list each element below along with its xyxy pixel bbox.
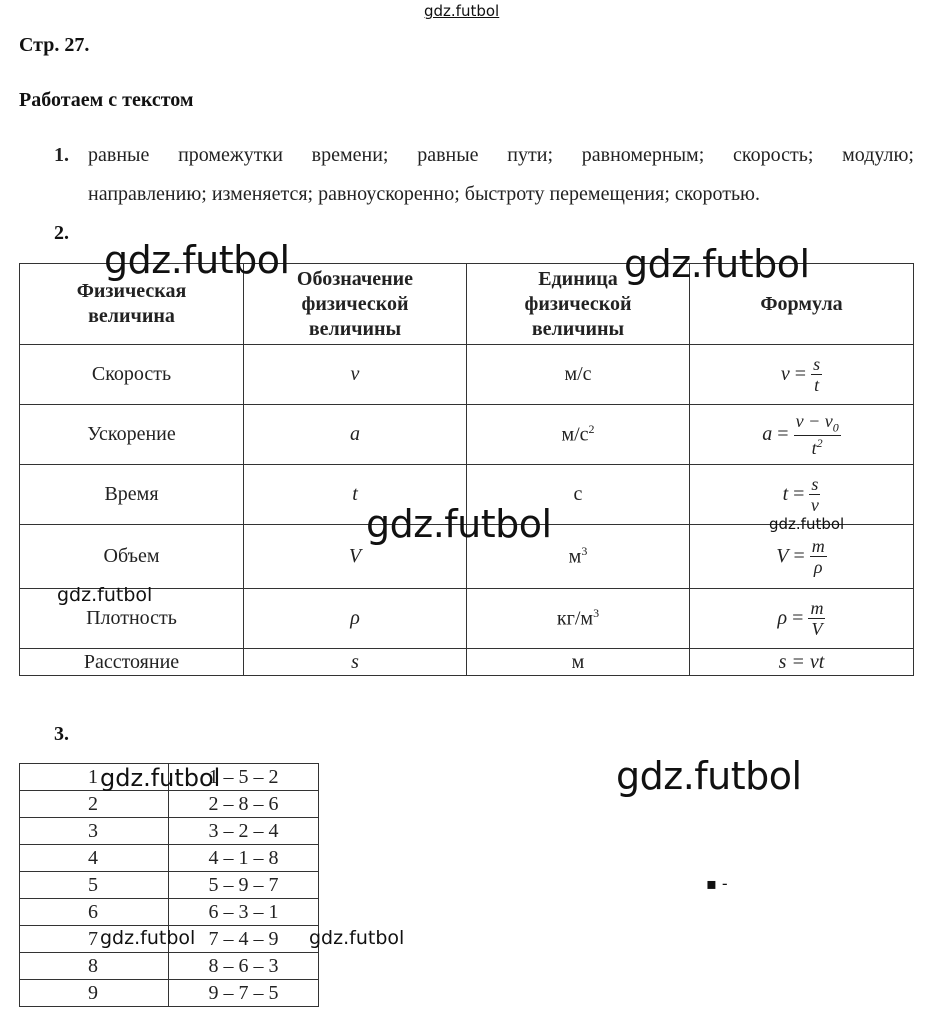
symbol-cell: ρ	[244, 589, 467, 649]
formula-cell: s = vt	[690, 649, 914, 676]
unit-cell: $кг/м^3$	[467, 589, 690, 649]
physics-quantities-table	[19, 263, 914, 676]
row-sequence: 7 – 4 – 9	[169, 926, 319, 953]
symbol-cell: a	[244, 405, 467, 465]
quantity-cell: Скорость	[20, 345, 244, 405]
row-sequence: 5 – 9 – 7	[169, 872, 319, 899]
question-2-number: 2.	[54, 222, 69, 244]
row-number: 4	[20, 845, 169, 872]
header-formula: Формула	[690, 264, 914, 345]
symbol-cell: v	[244, 345, 467, 405]
unit-cell: $м/с^2$	[467, 405, 690, 465]
quantity-cell: Время	[20, 465, 244, 525]
watermark-formula-cell: gdz.futbol	[769, 515, 845, 533]
row-sequence: 6 – 3 – 1	[169, 899, 319, 926]
header-quantity: Физическая величина	[20, 264, 244, 345]
sequence-table	[19, 763, 319, 1007]
row-number: 7	[20, 926, 169, 953]
row-number: 9	[20, 980, 169, 1007]
row-number: 2	[20, 791, 169, 818]
row-sequence: 1 – 5 – 2	[169, 764, 319, 791]
table-row	[20, 980, 319, 1007]
watermark-section3-row7: gdz.futbol	[100, 927, 196, 949]
table-row	[20, 818, 319, 845]
unit-cell: $м^3$	[467, 525, 690, 589]
watermark-table-left: gdz.futbol	[104, 238, 290, 282]
stray-mark: ▪ -	[706, 874, 728, 893]
section-heading: Работаем с текстом	[19, 89, 194, 111]
table-row	[20, 405, 914, 465]
watermark-volume-row: gdz.futbol	[57, 584, 153, 606]
watermark-section3-row7-right: gdz.futbol	[309, 927, 405, 949]
quantity-cell: Ускорение	[20, 405, 244, 465]
formula-cell: t = $\frac{s}{v}$	[690, 465, 914, 525]
header-symbol: Обозначение физической величины	[244, 264, 467, 345]
question-1-line-2: направлению; изменяется; равноускоренно; быстроту перемещения; скоротью.	[88, 183, 761, 205]
row-number: 1	[20, 764, 169, 791]
table-row	[20, 649, 914, 676]
page-reference: Стр. 27.	[19, 34, 90, 56]
symbol-cell: V	[244, 525, 467, 589]
watermark-table-right: gdz.futbol	[624, 242, 810, 286]
quantity-cell: Расстояние	[20, 649, 244, 676]
watermark-center: gdz.futbol	[366, 502, 552, 546]
unit-cell: с	[467, 465, 690, 525]
table-row	[20, 845, 319, 872]
quantity-cell: Объем	[20, 525, 244, 589]
question-3-number: 3.	[54, 723, 69, 745]
formula-cell: v = $\frac{s}{t}$	[690, 345, 914, 405]
watermark-section3-row1: gdz.futbol	[100, 764, 221, 792]
row-sequence: 8 – 6 – 3	[169, 953, 319, 980]
row-sequence: 4 – 1 – 8	[169, 845, 319, 872]
table-row	[20, 872, 319, 899]
symbol-cell: t	[244, 465, 467, 525]
unit-cell: м/с	[467, 345, 690, 405]
table-row	[20, 953, 319, 980]
formula-cell: ρ = $\frac{m}{V}$	[690, 589, 914, 649]
table-row	[20, 345, 914, 405]
table-row	[20, 899, 319, 926]
row-number: 5	[20, 872, 169, 899]
header-unit: Единица физической величины	[467, 264, 690, 345]
formula-cell: V = $\frac{m}{\rho}$	[690, 525, 914, 589]
question-1-line-1: равные промежутки времени; равные пути; равномерным; скорость; модулю;	[88, 144, 914, 166]
watermark-section3-right: gdz.futbol	[616, 754, 802, 798]
table-row	[20, 589, 914, 649]
row-sequence: 3 – 2 – 4	[169, 818, 319, 845]
row-number: 8	[20, 953, 169, 980]
row-sequence: 2 – 8 – 6	[169, 791, 319, 818]
question-1	[54, 136, 914, 214]
watermark-top: gdz.futbol	[424, 2, 500, 20]
formula-cell: a = $\frac{v - v_0}{t^2}$	[690, 405, 914, 465]
question-1-number: 1.	[54, 144, 69, 166]
row-number: 6	[20, 899, 169, 926]
symbol-cell: s	[244, 649, 467, 676]
quantity-cell: Плотность	[20, 589, 244, 649]
row-sequence: 9 – 7 – 5	[169, 980, 319, 1007]
row-number: 3	[20, 818, 169, 845]
unit-cell: м	[467, 649, 690, 676]
table-row	[20, 791, 319, 818]
